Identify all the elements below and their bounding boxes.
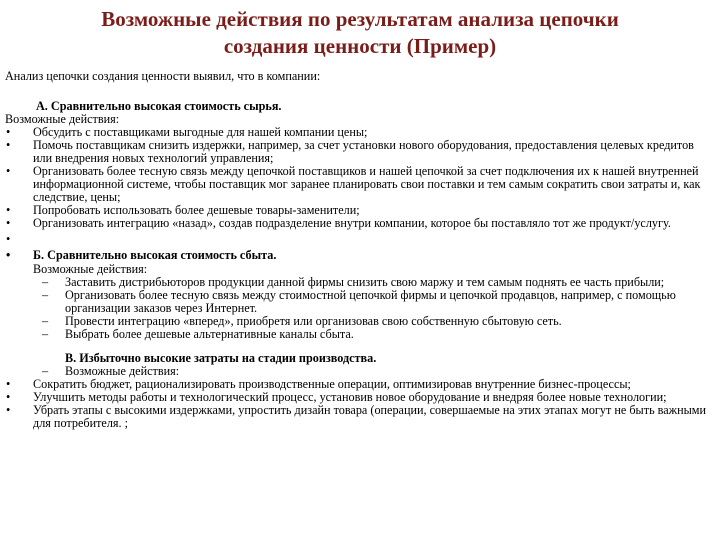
bullet-marker: • [6, 232, 11, 246]
list-item [5, 217, 713, 230]
bullet-marker: • [6, 203, 11, 217]
list-item-text: Выбрать более дешевые альтернативные каналы сбыта. [65, 327, 354, 341]
list-item-text: Попробовать использовать более дешевые товары-заменители; [33, 203, 360, 217]
section-b-label: Возможные действия: [33, 262, 148, 276]
list-item [5, 328, 713, 341]
dash-marker: – [42, 327, 49, 341]
list-item-text: Заставить дистрибьюторов продукции данной фирмы снизить свою маржу и тем самым поднять ее часть прибыли; [65, 275, 665, 289]
list-item-text: Организовать более тесную связь между стоимостной цепочкой фирмы и цепочкой продавцов, например, с помощью организации заказов через Интернет. [65, 288, 676, 315]
list-item [5, 289, 713, 315]
section-b-heading-item [5, 249, 713, 262]
bullet-marker: • [6, 390, 11, 404]
page-title [0, 6, 720, 60]
list-item-text: Помочь поставщикам снизить издержки, например, за счет установки нового оборудования, предоставления целевых кредитов или внедрения новых технологий управления; [33, 138, 694, 165]
bullet-marker: • [6, 216, 11, 230]
list-item-text: Организовать интеграцию «назад», создав подразделение внутри компании, которое бы поставляло тот же продукт/услугу. [33, 216, 671, 230]
dash-marker: – [42, 288, 49, 302]
list-item-text: Улучшить методы работы и технологический процесс, установив новое оборудование и внедряя более новые технологии; [33, 390, 667, 404]
list-item-text: Сократить бюджет, рационализировать производственные операции, оптимизировав внутренние бизнес-процессы; [33, 377, 631, 391]
section-c-label: Возможные действия: [65, 364, 180, 378]
section-a-heading: А. Сравнительно высокая стоимость сырья. [36, 99, 282, 113]
dash-marker: – [42, 314, 49, 328]
list-item-text: Обсудить с поставщиками выгодные для нашей компании цены; [33, 125, 368, 139]
list-item [5, 139, 713, 165]
section-c-heading: В. Избыточно высокие затраты на стадии производства. [65, 351, 377, 365]
list-item [5, 404, 713, 430]
title-line-1: Возможные действия по результатам анализа цепочки [101, 7, 619, 31]
list-item-text: Провести интеграцию «вперед», приобретя или организовав свою собственную сбытовую сеть. [65, 314, 562, 328]
dash-marker: – [42, 364, 49, 378]
list-item [5, 165, 713, 204]
empty-list-item [5, 233, 713, 246]
list-item-text: Убрать этапы с высокими издержками, упростить дизайн товара (операции, совершаемые на этих этапах могут не быть важными для потребителя. ; [33, 403, 707, 430]
dash-marker: – [42, 275, 49, 289]
bullet-marker: • [6, 125, 11, 139]
document-body [5, 70, 713, 430]
title-line-2: создания ценности (Пример) [223, 34, 497, 58]
section-b-heading: Б. Сравнительно высокая стоимость сбыта. [33, 248, 277, 262]
bullet-marker: • [6, 164, 11, 178]
bullet-marker: • [6, 403, 11, 417]
list-item-text: Организовать более тесную связь между цепочкой поставщиков и нашей цепочкой за счет подключения их к нашей внутренней информационной системе, чтобы поставщик мог заранее планировать свои поставки и тем самым сократить свои затраты и, как следствие, цены; [33, 164, 701, 204]
section-a-label: Возможные действия: [5, 112, 120, 126]
bullet-marker: • [6, 248, 11, 262]
bullet-marker: • [6, 377, 11, 391]
intro-text: Анализ цепочки создания ценности выявил, что в компании: [5, 69, 321, 83]
bullet-marker: • [6, 138, 11, 152]
